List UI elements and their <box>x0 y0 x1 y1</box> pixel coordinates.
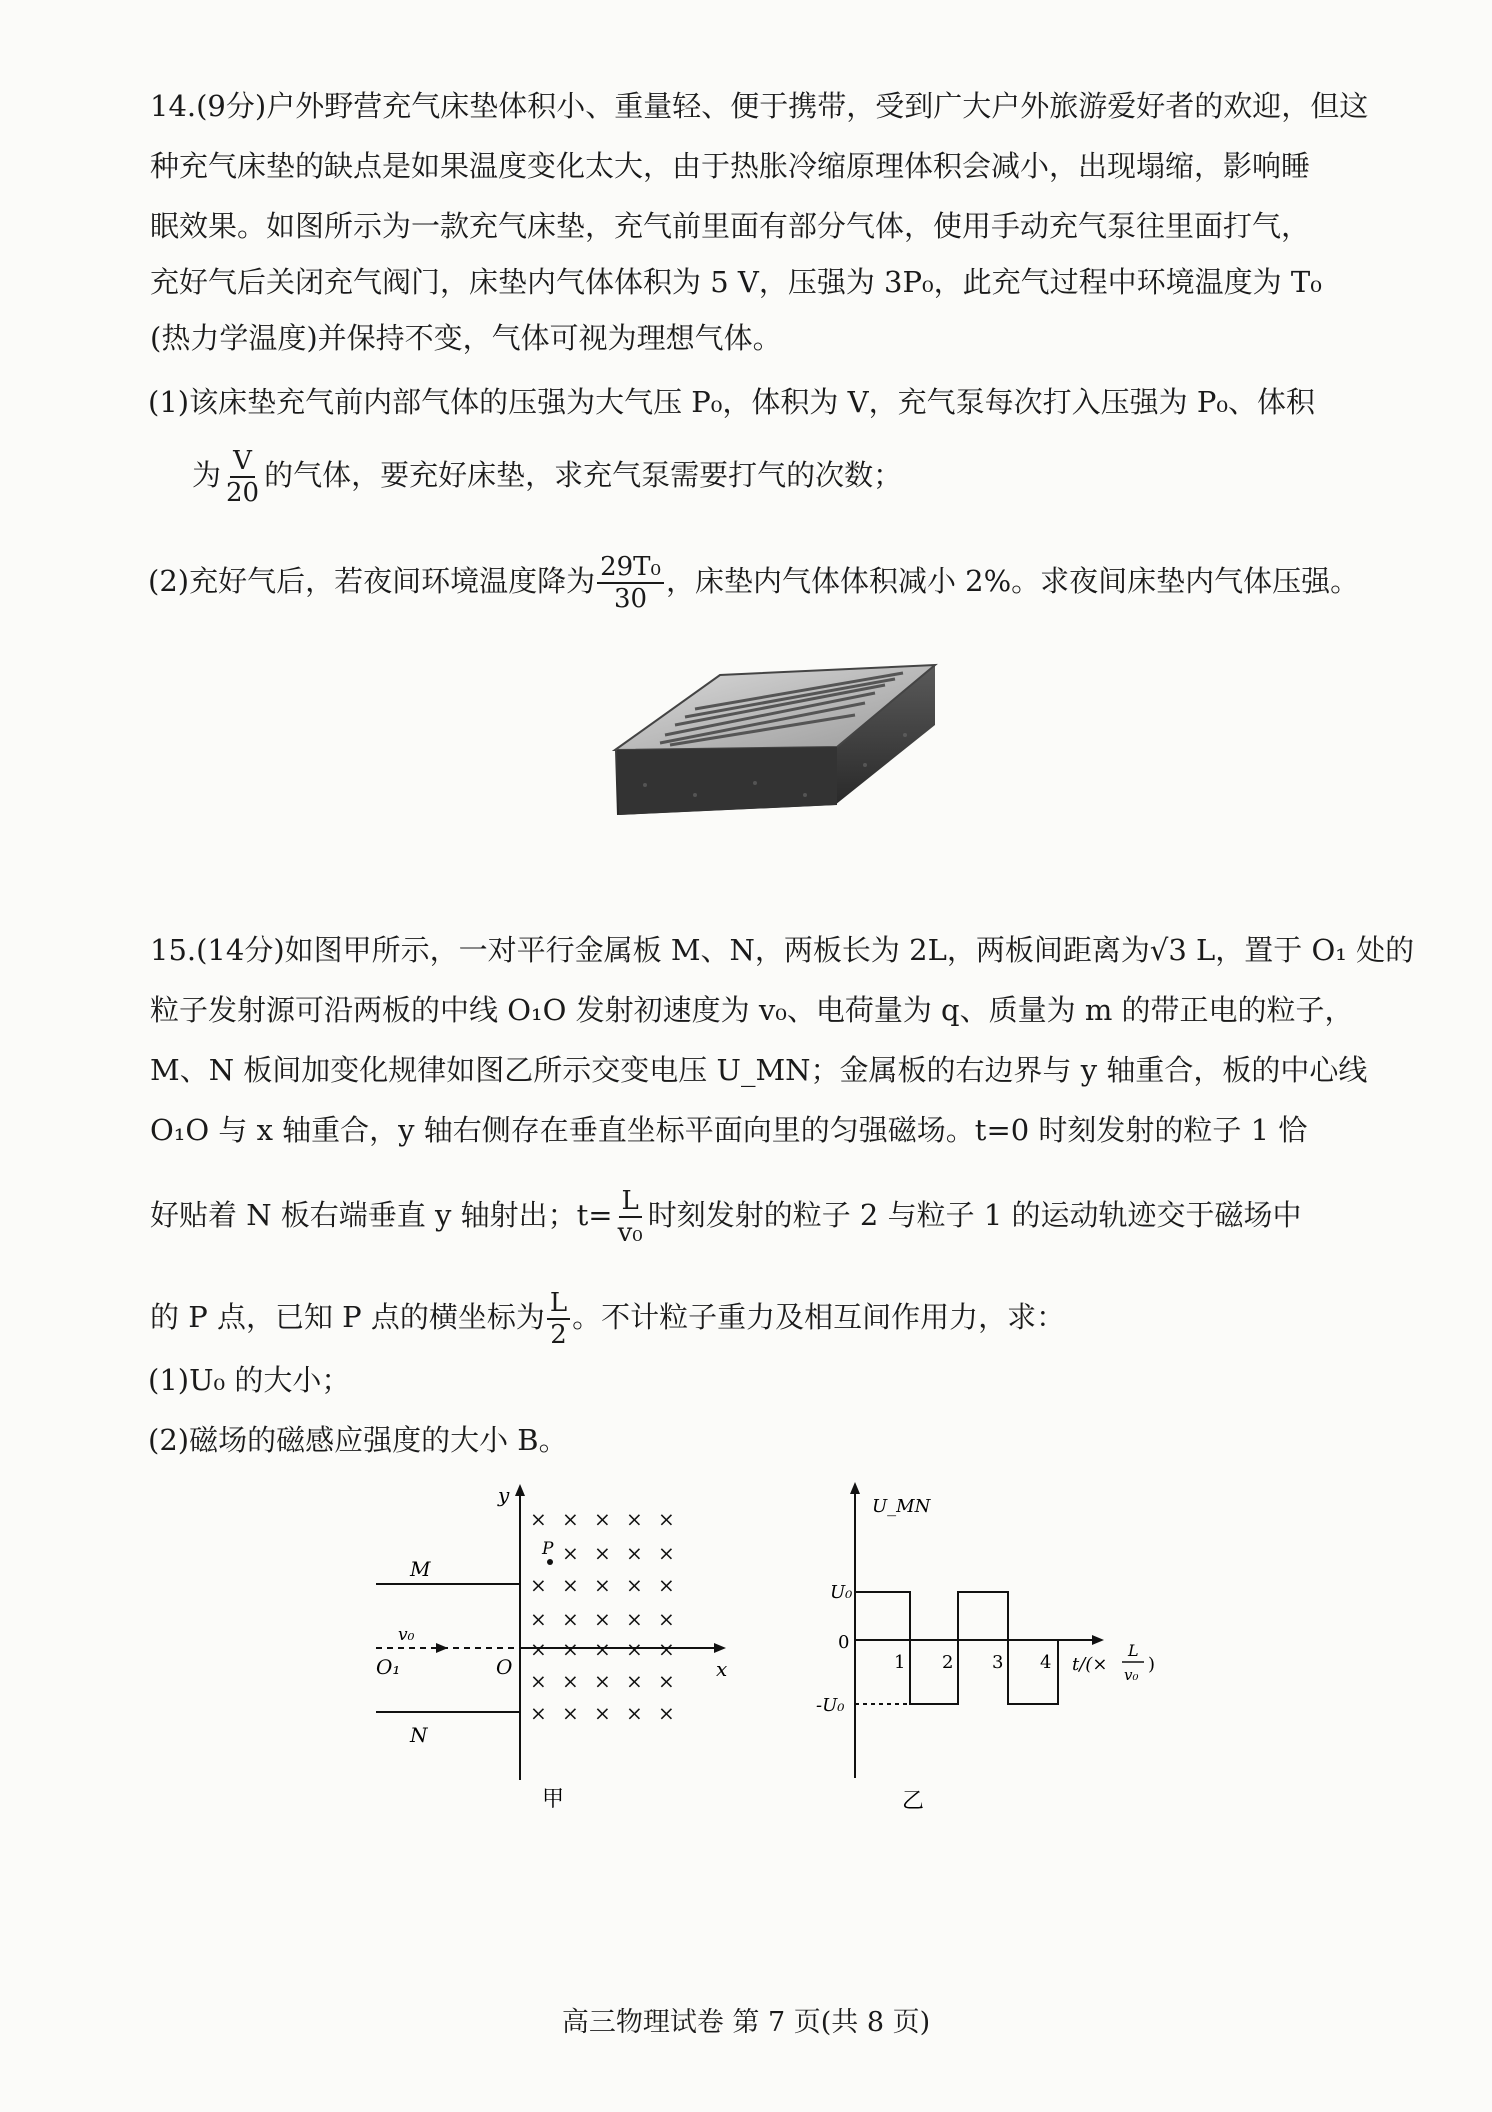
q15-line5-post: 时刻发射的粒子 2 与粒子 1 的运动轨迹交于磁场中 <box>647 1198 1302 1232</box>
y-axis-label: y <box>498 1483 510 1507</box>
field-cross-mark: × <box>626 1573 643 1597</box>
frac-denominator: 2 <box>550 1320 567 1350</box>
field-cross-mark: × <box>658 1669 675 1693</box>
field-cross-mark: × <box>658 1541 675 1565</box>
field-cross-mark: × <box>594 1669 611 1693</box>
field-cross-mark: × <box>594 1541 611 1565</box>
field-cross-mark: × <box>562 1701 579 1725</box>
q14-line-4: 充好气后关闭充气阀门，床垫内气体体积为 5 V，压强为 3P₀，此充气过程中环境温度为 T₀ <box>150 265 1322 299</box>
origin-label: O <box>496 1655 513 1679</box>
q15-line-4: O₁O 与 x 轴重合，y 轴右侧存在垂直坐标平面向里的匀强磁场。t=0 时刻发射的粒子 1 恰 <box>150 1113 1308 1147</box>
frac-numerator: 29T₀ <box>597 552 664 584</box>
field-cross-mark: × <box>658 1637 675 1661</box>
field-cross-mark: × <box>658 1607 675 1631</box>
q14-sub1-line-a: (1)该床垫充气前内部气体的压强为大气压 P₀，体积为 V，充气泵每次打入压强为 P₀、体积 <box>148 385 1315 419</box>
field-cross-mark: × <box>562 1507 579 1531</box>
frac-numerator: V <box>230 446 255 478</box>
u0-label: U₀ <box>830 1582 853 1603</box>
q14-line-3: 眠效果。如图所示为一款充气床垫，充气前里面有部分气体，使用手动充气泵往里面打气， <box>150 209 1311 243</box>
air-mattress-image <box>605 655 945 865</box>
field-cross-mark: × <box>626 1701 643 1725</box>
q15-sub1: (1)U₀ 的大小； <box>148 1363 351 1397</box>
u-axis-arrow <box>850 1482 860 1494</box>
field-cross-mark: × <box>594 1607 611 1631</box>
t-axis-label-den: v₀ <box>1124 1666 1139 1684</box>
figure-jia <box>370 1480 740 1820</box>
q15-line6-post: 。不计粒子重力及相互间作用力，求： <box>572 1300 1066 1334</box>
zero-label: 0 <box>838 1632 850 1653</box>
u-axis-label: U_MN <box>872 1496 931 1517</box>
q15-line-2: 粒子发射源可沿两板的中线 O₁O 发射初速度为 v₀、电荷量为 q、质量为 m 的带正电的粒子， <box>150 993 1354 1027</box>
plate-m-label: M <box>410 1557 431 1581</box>
field-cross-mark: × <box>562 1669 579 1693</box>
voltage-waveform <box>855 1592 1058 1704</box>
q14-sub2 <box>148 552 1378 614</box>
fraction-29t0-over-30 <box>597 552 664 614</box>
q15-sub2: (2)磁场的磁感应强度的大小 B。 <box>148 1423 568 1457</box>
q15-line-6 <box>150 1288 1380 1350</box>
q15-line-5 <box>150 1186 1380 1248</box>
q14-line-5: (热力学温度)并保持不变，气体可视为理想气体。 <box>150 321 782 355</box>
field-cross-mark: × <box>594 1573 611 1597</box>
field-cross-mark: × <box>626 1541 643 1565</box>
frac-denominator: 20 <box>226 478 260 508</box>
y-axis-arrow <box>515 1484 525 1496</box>
t-axis-label-num: L <box>1128 1641 1139 1660</box>
field-cross-mark: × <box>626 1607 643 1631</box>
frac-denominator: v₀ <box>617 1218 643 1248</box>
field-cross-mark: × <box>530 1607 547 1631</box>
field-cross-mark: × <box>594 1701 611 1725</box>
q15-line-1: 15.(14分)如图甲所示，一对平行金属板 M、N，两板长为 2L，两板间距离为√3 L，置于 O₁ 处的 <box>150 933 1415 967</box>
frac-numerator: L <box>547 1288 570 1320</box>
frac-numerator: L <box>619 1186 642 1218</box>
field-cross-mark: × <box>562 1607 579 1631</box>
figure-yi <box>810 1478 1170 1818</box>
q15-line5-pre: 好贴着 N 板右端垂直 y 轴射出；t= <box>150 1198 613 1232</box>
field-cross-mark: × <box>530 1573 547 1597</box>
point-p-label: P <box>542 1539 554 1559</box>
plate-n-label: N <box>410 1723 428 1747</box>
tick-3: 3 <box>992 1652 1004 1673</box>
field-cross-mark: × <box>562 1637 579 1661</box>
fraction-l-over-v0 <box>615 1186 646 1248</box>
o1-label: O₁ <box>376 1655 401 1679</box>
q14-sub1-post: 的气体，要充好床垫，求充气泵需要打气的次数； <box>264 458 903 492</box>
field-cross-mark: × <box>530 1637 547 1661</box>
field-cross-mark: × <box>594 1507 611 1531</box>
field-cross-mark: × <box>626 1507 643 1531</box>
field-cross-mark: × <box>594 1637 611 1661</box>
field-cross-mark: × <box>562 1541 579 1565</box>
figure-yi-caption: 乙 <box>902 1789 925 1814</box>
q15-line-3: M、N 板间加变化规律如图乙所示交变电压 U_MN；金属板的右边界与 y 轴重合，板的中心线 <box>150 1053 1368 1087</box>
page-footer: 高三物理试卷 第 7 页(共 8 页) <box>561 2007 931 2038</box>
field-cross-mark: × <box>658 1701 675 1725</box>
tick-1: 1 <box>894 1652 906 1673</box>
q14-line-1: 14.(9分)户外野营充气床垫体积小、重量轻、便于携带，受到广大户外旅游爱好者的欢迎，但这 <box>150 89 1369 123</box>
q15-line6-pre: 的 P 点，已知 P 点的横坐标为 <box>150 1300 545 1334</box>
x-axis-label: x <box>716 1657 728 1681</box>
field-cross-mark: × <box>626 1669 643 1693</box>
figure-jia-caption: 甲 <box>542 1787 565 1812</box>
field-cross-mark: × <box>658 1573 675 1597</box>
q14-sub1-pre: 为 <box>192 458 222 492</box>
field-cross-mark: × <box>530 1507 547 1531</box>
fraction-v-over-20 <box>223 446 262 508</box>
q14-sub2-pre: (2)充好气后，若夜间环境温度降为 <box>148 564 596 598</box>
t-axis-label-post: ) <box>1148 1654 1156 1675</box>
field-cross-mark: × <box>562 1573 579 1597</box>
q14-sub2-post: ，床垫内气体体积减小 2%。求夜间床垫内气体压强。 <box>665 564 1360 598</box>
v0-label: v₀ <box>398 1625 415 1645</box>
field-cross-mark: × <box>658 1507 675 1531</box>
fraction-l-over-2 <box>547 1288 570 1350</box>
point-p-dot <box>547 1559 553 1565</box>
frac-denominator: 30 <box>613 584 648 614</box>
x-axis-arrow <box>714 1643 726 1653</box>
t-axis-label-pre: t/(× <box>1072 1654 1108 1675</box>
field-cross-mark: × <box>626 1637 643 1661</box>
neg-u0-label: -U₀ <box>816 1695 845 1716</box>
t-axis-arrow <box>1092 1635 1104 1645</box>
q14-line-2: 种充气床垫的缺点是如果温度变化太大，由于热胀冷缩原理体积会减小，出现塌缩，影响睡 <box>150 149 1311 183</box>
field-cross-mark: × <box>530 1701 547 1725</box>
tick-2: 2 <box>942 1652 954 1673</box>
tick-4: 4 <box>1040 1652 1052 1673</box>
velocity-arrow <box>436 1643 448 1653</box>
field-cross-mark: × <box>530 1669 547 1693</box>
q14-sub1-line-b <box>192 446 1422 508</box>
